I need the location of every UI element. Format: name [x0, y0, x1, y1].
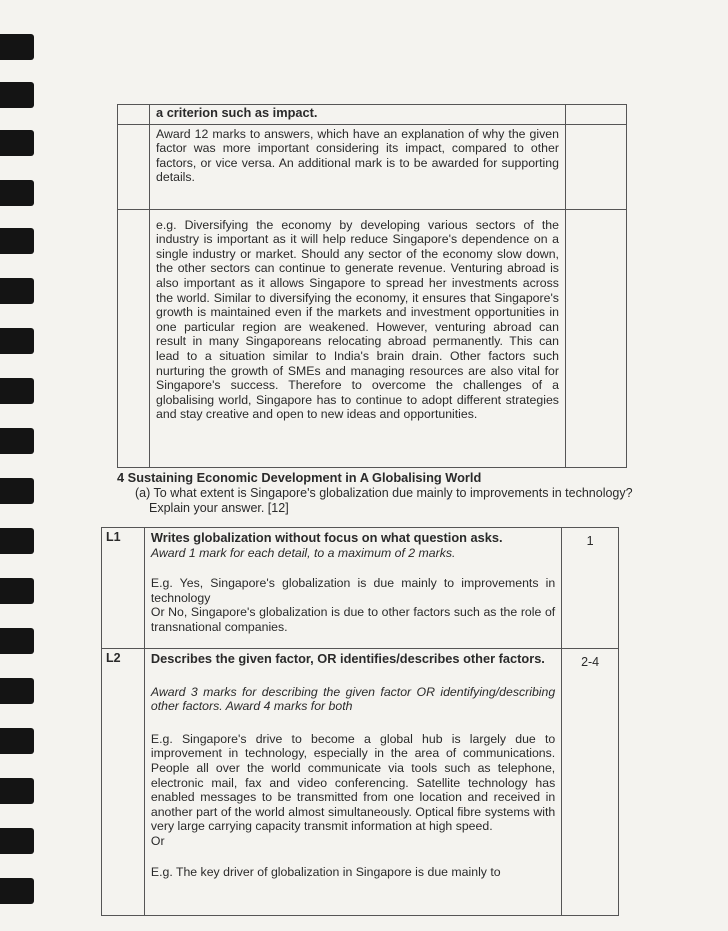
- level-award: Award 3 marks for describing the given factor OR identifying/describing other factors. Award 4 marks for both: [150, 684, 556, 714]
- example-text: e.g. Diversifying the economy by developing various sectors of the industry is important as it will help reduce Singapore's dependence on a single industry or market. Should any sector of the economy slow down, the other sectors can continue to generate revenue. Venturing abroad is also important as it allows Singapore to spread her investments across the world. Similar to diversifying the economy, it ensures that Singapore's growth is maintained even if the markets and investment opportunities in one particular region are weakened. However, venturing abroad can result in many Singaporeans relocating abroad permanently. This can lead to a situation similar to India's brain drain. Other factors such nurturing the growth of SMEs and managing resources are also vital for Singapore's success. Therefore to overcome the challenges of a globalising world, Singapore has to continue to adopt different strategies and stay creative and open to new ideas and opportunities.: [156, 217, 559, 422]
- level-example-alt: Or No, Singapore's globalization is due to other factors such as the role of transnational companies.: [150, 605, 556, 634]
- level-example: E.g. Yes, Singapore's globalization is due mainly to improvements in technology: [150, 576, 556, 605]
- level-label: L2: [102, 649, 145, 916]
- table-row: [102, 649, 619, 916]
- levels-table: [101, 527, 619, 916]
- level-heading: Describes the given factor, OR identifies/describes other factors.: [150, 651, 545, 666]
- table-row: [102, 528, 619, 649]
- question-title: 4 Sustaining Economic Development in A Globalising World: [117, 470, 482, 485]
- level-marks: 1: [562, 528, 619, 649]
- spiral-binding: [0, 0, 40, 931]
- level-award: Award 1 mark for each detail, to a maximum of 2 marks.: [150, 545, 456, 560]
- level-marks: 2-4: [562, 649, 619, 916]
- level-example: E.g. Singapore's drive to become a global hub is largely due to improvement in technology, especially in the area of communications. People all over the world communicate via tools such as telephone, electronic mail, fax and video conferencing. Satellite technology has enabled messages to be transmitted from one location and received in another part of the world almost simultaneously. Optical fibre systems with very large carrying capacity transmit information at high speed.: [150, 731, 556, 834]
- level-or: Or: [150, 833, 165, 848]
- level-label: L1: [102, 528, 145, 649]
- level-heading: Writes globalization without focus on what question asks.: [150, 530, 503, 545]
- award-text: Award 12 marks to answers, which have an explanation of why the given factor was more important considering its impact, compared to other factors, or vice versa. An additional mark is to be awarded for supporting details.: [156, 126, 559, 185]
- criterion-heading: a criterion such as impact.: [156, 105, 318, 120]
- question-part: (a) To what extent is Singapore's globalization due mainly to improvements in technology? Explain your answer. [12]: [135, 486, 633, 515]
- level-example-alt: E.g. The key driver of globalization in Singapore is due mainly to: [150, 864, 501, 879]
- top-marking-table: [117, 104, 627, 468]
